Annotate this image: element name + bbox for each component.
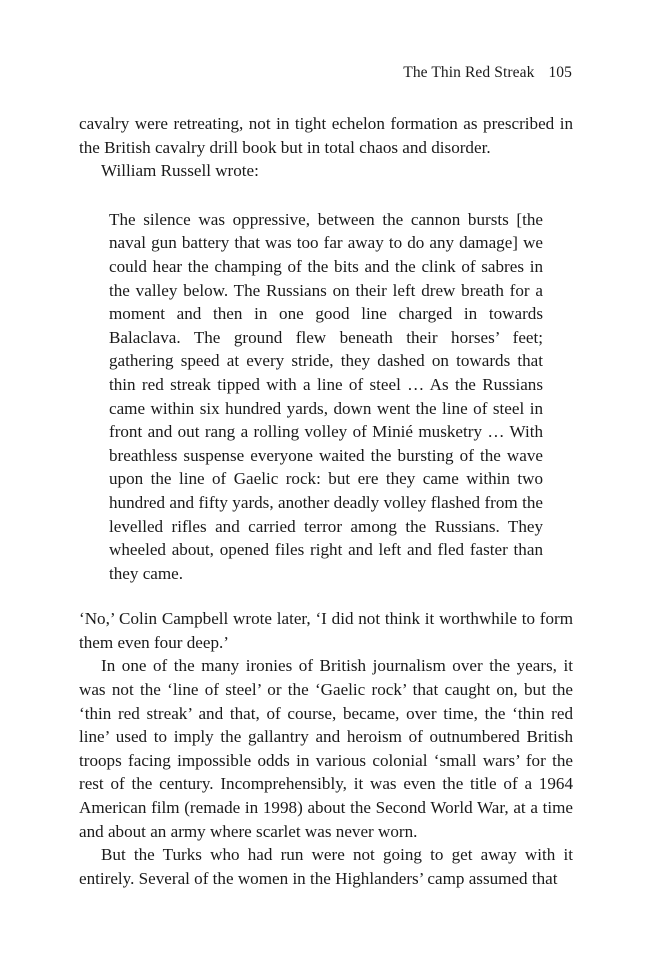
paragraph-continued: cavalry were retreating, not in tight echelon formation as prescribed in the British cavalry drill book but in total chaos and disorder. [79, 114, 573, 157]
block-quote: The silence was oppressive, between the cannon bursts [the naval gun battery that was too far away to do any damage] we could hear the champing of the bits and the clink of sabres in the valley below. The Russians on their left drew breath for a moment and then in one good line charged in towards Balaclava. The ground flew beneath their horses’ feet; gathering speed at every stride, they dashed on towards that thin red streak tipped with a line of steel … As the Russians came within six hundred yards, down went the line of steel in front and out rang a rolling volley of Minié musketry … With breathless suspense everyone waited the bursting of the wave upon the line of Gaelic rock: but ere they came within two hundred and fifty yards, another deadly volley flashed from the levelled rifles and carried terror among the Russians. They wheeled about, opened files right and left and fled faster than they came. [109, 209, 543, 583]
main-text [79, 112, 573, 890]
paragraph-quote-intro: William Russell wrote: [101, 161, 259, 181]
running-head [403, 64, 572, 82]
paragraph-ironies: In one of the many ironies of British journalism over the years, it was not the ‘line of steel’ or the ‘Gaelic rock’ that caught on, but the ‘thin red streak’ and that, of course, became, over time, the ‘thin red line’ used to imply the gallantry and heroism of outnumbered British troops facing impossible odds in various colonial ‘small wars’ for the rest of the century. Incomprehensibly, it was even the title of a 1964 American film (remade in 1998) about the Second World War, at a time and about an army where scarlet was never worn. [79, 656, 573, 841]
running-title: The Thin Red Streak [403, 64, 535, 81]
page-number: 105 [548, 64, 572, 81]
paragraph-campbell: ‘No,’ Colin Campbell wrote later, ‘I did not think it worthwhile to form them even four deep.’ [79, 609, 573, 652]
paragraph-turks: But the Turks who had run were not going to get away with it entirely. Several of the women in the Highlanders’ camp assumed that [79, 845, 573, 888]
